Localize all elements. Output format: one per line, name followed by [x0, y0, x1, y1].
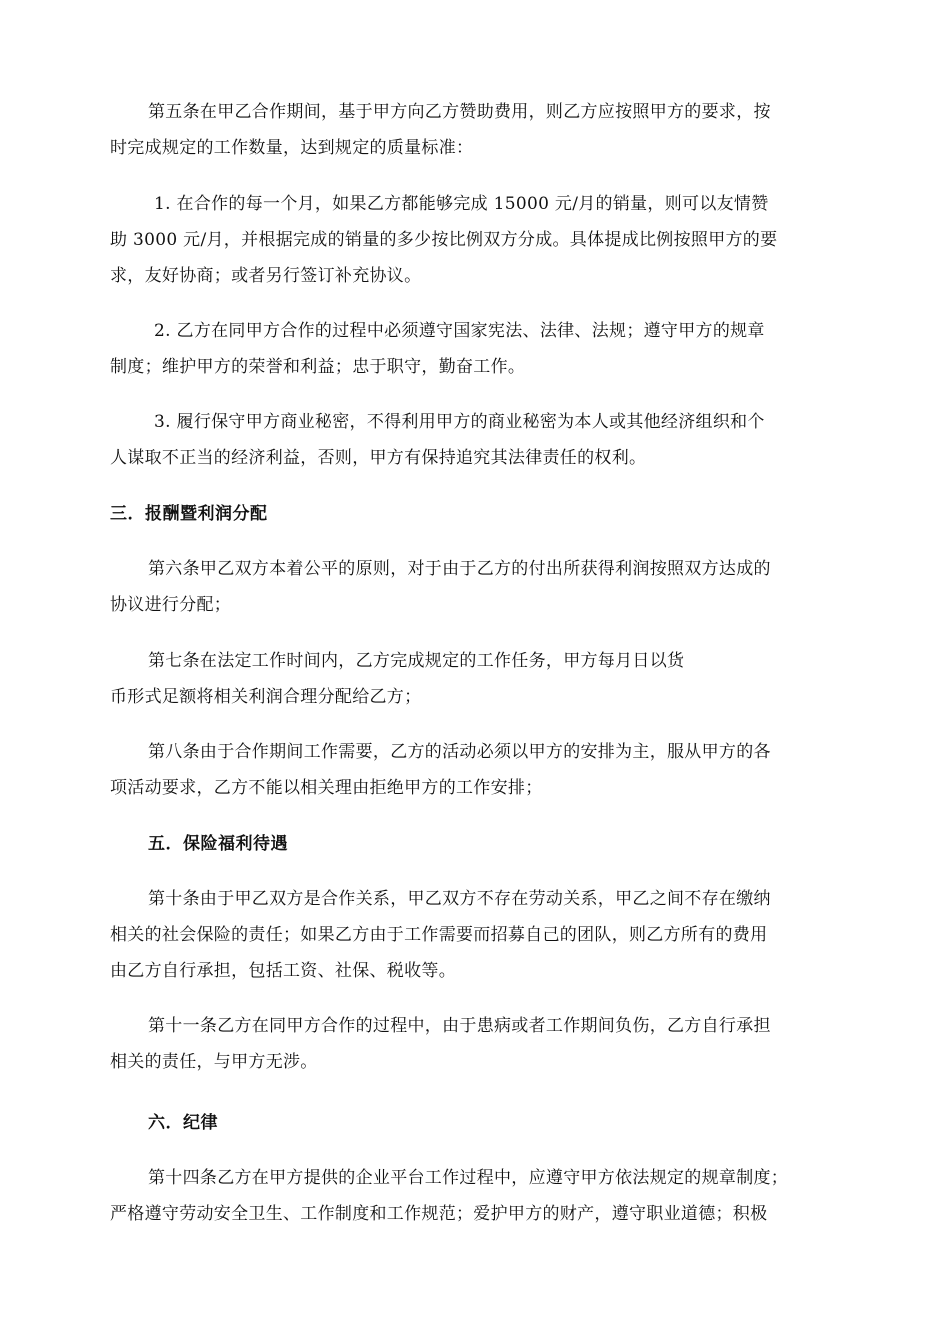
article-11-line-1: 第十一条乙方在同甲方合作的过程中，由于患病或者工作期间负伤，乙方自行承担 [148, 1016, 771, 1036]
article-8 [110, 734, 840, 806]
article-10-line-3: 由乙方自行承担，包括工资、社保、税收等。 [110, 961, 456, 981]
article-6 [110, 551, 840, 623]
clause-item-2 [110, 313, 840, 385]
article-10-line-2: 相关的社会保险的责任；如果乙方由于工作需要而招募自己的团队，则乙方所有的费用 [110, 925, 768, 945]
article-7-line-1: 第七条在法定工作时间内，乙方完成规定的工作任务，甲方每月日以货 [148, 651, 685, 671]
clause-item-1 [110, 186, 840, 294]
article-6-line-2: 协议进行分配； [110, 595, 232, 615]
article-14-line-1: 第十四条乙方在甲方提供的企业平台工作过程中，应遵守甲方依法规定的规章制度； [148, 1168, 789, 1188]
article-5-line-2: 时完成规定的工作数量，达到规定的质量标准： [110, 138, 474, 158]
clause-item-2-line-1: 2. 乙方在同甲方合作的过程中必须遵守国家宪法、法律、法规；遵守甲方的规章 [154, 321, 765, 341]
article-14-line-2: 严格遵守劳动安全卫生、工作制度和工作规范；爱护甲方的财产，遵守职业道德；积极 [110, 1204, 768, 1224]
section-heading-3: 三．报酬暨利润分配 [110, 504, 268, 524]
article-7-line-2: 币形式足额将相关利润合理分配给乙方； [110, 687, 422, 707]
article-10-line-1: 第十条由于甲乙双方是合作关系，甲乙双方不存在劳动关系，甲乙之间不存在缴纳 [148, 889, 771, 909]
article-7 [110, 643, 840, 715]
clause-item-2-line-2: 制度；维护甲方的荣誉和利益；忠于职守，勤奋工作。 [110, 357, 526, 377]
article-8-line-1: 第八条由于合作期间工作需要，乙方的活动必须以甲方的安排为主，服从甲方的各 [148, 742, 771, 762]
clause-item-3-line-1: 3. 履行保守甲方商业秘密，不得利用甲方的商业秘密为本人或其他经济组织和个 [154, 412, 765, 432]
clause-item-1-line-1: 1. 在合作的每一个月，如果乙方都能够完成 15000 元/月的销量，则可以友情赞 [154, 194, 769, 214]
clause-item-1-line-2: 助 3000 元/月，并根据完成的销量的多少按比例双方分成。具体提成比例按照甲方的要 [110, 230, 778, 250]
article-11-line-2: 相关的责任，与甲方无涉。 [110, 1052, 318, 1072]
article-14 [110, 1160, 840, 1232]
article-10 [110, 881, 840, 989]
article-11 [110, 1008, 840, 1080]
article-6-line-1: 第六条甲乙双方本着公平的原则，对于由于乙方的付出所获得利润按照双方达成的 [148, 559, 771, 579]
clause-item-1-line-3: 求，友好协商；或者另行签订补充协议。 [110, 266, 422, 286]
article-8-line-2: 项活动要求，乙方不能以相关理由拒绝甲方的工作安排； [110, 778, 543, 798]
section-heading-6: 六．纪律 [148, 1113, 218, 1133]
clause-item-3-line-2: 人谋取不正当的经济利益，否则，甲方有保持追究其法律责任的权利。 [110, 448, 647, 468]
article-5-line-1: 第五条在甲乙合作期间，基于甲方向乙方赞助费用，则乙方应按照甲方的要求，按 [148, 102, 771, 122]
section-heading-5: 五．保险福利待遇 [148, 834, 288, 854]
clause-item-3 [110, 404, 840, 476]
article-5 [110, 94, 840, 166]
